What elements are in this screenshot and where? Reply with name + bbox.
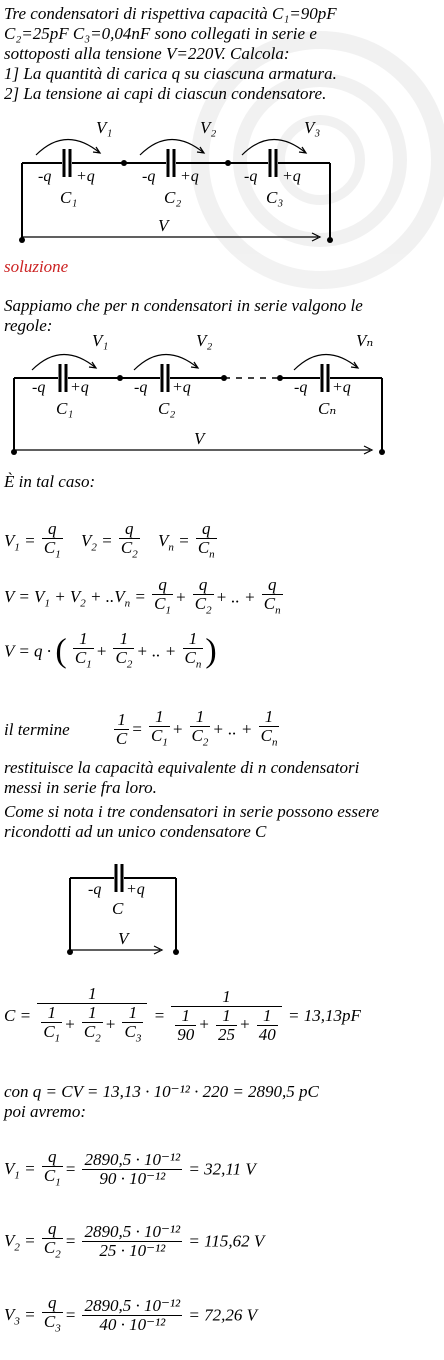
come-text-2: ricondotti ad un unico condensatore C bbox=[4, 822, 267, 841]
v2-label: V₂ bbox=[200, 118, 217, 137]
termine-text-1: restituisce la capacità equivalente di n condensatori bbox=[4, 758, 360, 777]
minus-q-2: -q bbox=[142, 168, 156, 185]
minus-q-2b: -q bbox=[134, 379, 148, 396]
poi-avremo: poi avremo: bbox=[4, 1102, 86, 1121]
v2-label-2: V₂ bbox=[196, 331, 213, 350]
plus-q-1: +q bbox=[76, 168, 95, 185]
formula-c-equivalent: C = 1 $\frac{1}{C_1}$ + $\frac{1}{C_2}$ + $\frac{1}{C_3}$ = 1 $\frac{1}{90}$ + $\frac{1}{25}$ + $\frac{1}{40}$ = 13,13pF bbox=[4, 985, 361, 1047]
minus-q-c: -q bbox=[88, 881, 102, 898]
problem-line-5: 2] La tensione ai capi di ciascun condensatore. bbox=[4, 84, 327, 103]
problem-line-3: sottoposti alla tensione V=220V. Calcola: bbox=[4, 44, 290, 63]
plus-q-3: +q bbox=[282, 168, 301, 185]
come-text-1: Come si nota i tre condensatori in serie possono essere bbox=[4, 802, 380, 821]
c2-label: C₂ bbox=[164, 188, 182, 207]
formula-vsum: $V = V_1 + V_2 + ..V_n$ = $\frac{q}{C_1}$ + $\frac{q}{C_2}$ + .. + $\frac{q}{C_n}$ bbox=[4, 576, 285, 619]
c1-label-2: C₁ bbox=[56, 399, 74, 418]
minus-q-1: -q bbox=[38, 168, 52, 185]
circuit-diagram-3 bbox=[0, 850, 444, 970]
intro-line-2: regole: bbox=[4, 316, 53, 335]
c1-label: C₁ bbox=[60, 188, 78, 207]
soluzione-heading: soluzione bbox=[4, 257, 69, 276]
in-tal-caso: È in tal caso: bbox=[4, 472, 96, 491]
c3-label: C₃ bbox=[266, 188, 284, 207]
v-total-label-3: V bbox=[118, 929, 129, 948]
v3-label: V₃ bbox=[304, 118, 321, 137]
problem-line-1: Tre condensatori di rispettiva capacità C₁=90pF bbox=[4, 4, 337, 23]
intro-line-1: Sappiamo che per n condensatori in serie valgono le bbox=[4, 296, 363, 315]
cn-label-2: Cₙ bbox=[318, 399, 337, 418]
c2-label-2: C₂ bbox=[158, 399, 176, 418]
vn-label-2: Vₙ bbox=[356, 331, 374, 350]
plus-q-2n: +q bbox=[332, 379, 351, 396]
formula-v1-result: $V_1$ = $\frac{q}{C_1}$ = $\frac{\text{2890,5 · 10⁻¹²}}{\text{90 · 10⁻¹²}}$ = 32,11 V bbox=[4, 1148, 256, 1191]
v1-label: V₁ bbox=[96, 118, 113, 137]
minus-q-2n: -q bbox=[294, 379, 308, 396]
formula-v3-result: $V_3$ = $\frac{q}{C_3}$ = $\frac{\text{2890,5 · 10⁻¹²}}{\text{40 · 10⁻¹²}}$ = 72,26 V bbox=[4, 1294, 257, 1337]
plus-q-2a: +q bbox=[70, 379, 89, 396]
formula-v2-result: $V_2$ = $\frac{q}{C_2}$ = $\frac{\text{2890,5 · 10⁻¹²}}{\text{25 · 10⁻¹²}}$ = 115,62 V bbox=[4, 1220, 264, 1263]
v-total-label: V bbox=[158, 216, 169, 235]
minus-q-2a: -q bbox=[32, 379, 46, 396]
formula-vi: $V_1$ = $\frac{q}{C_1}$ $V_2$ = $\frac{q}{C_2}$ $V_n$ = $\frac{q}{C_n}$ bbox=[4, 520, 219, 563]
v-total-label-2: V bbox=[194, 429, 205, 448]
termine-text-2: messi in serie fra loro. bbox=[4, 778, 157, 797]
con-q-line: con q = CV = 13,13 · 10⁻¹² · 220 = 2890,5 pC bbox=[4, 1082, 319, 1101]
circuit-diagram-1 bbox=[0, 105, 444, 255]
formula-termine: il termine $\frac{1}{C}$ = $\frac{1}{C_1}$ + $\frac{1}{C_2}$ + .. + $\frac{1}{C_n}$ bbox=[4, 708, 281, 751]
plus-q-2b: +q bbox=[172, 379, 191, 396]
plus-q-2: +q bbox=[180, 168, 199, 185]
circuit-diagram-2 bbox=[0, 320, 444, 460]
plus-q-c: +q bbox=[126, 881, 145, 898]
problem-line-2: C₂=25pF C₃=0,04nF sono collegati in serie e bbox=[4, 24, 317, 43]
c-label: C bbox=[112, 899, 124, 918]
problem-line-4: 1] La quantità di carica q su ciascuna armatura. bbox=[4, 64, 337, 83]
minus-q-3: -q bbox=[244, 168, 258, 185]
v1-label-2: V₁ bbox=[92, 331, 109, 350]
formula-vq: V = q · ( $\frac{1}{C_1}$ + $\frac{1}{C_2}$ + .. + $\frac{1}{C_n}$ ) bbox=[4, 630, 217, 673]
